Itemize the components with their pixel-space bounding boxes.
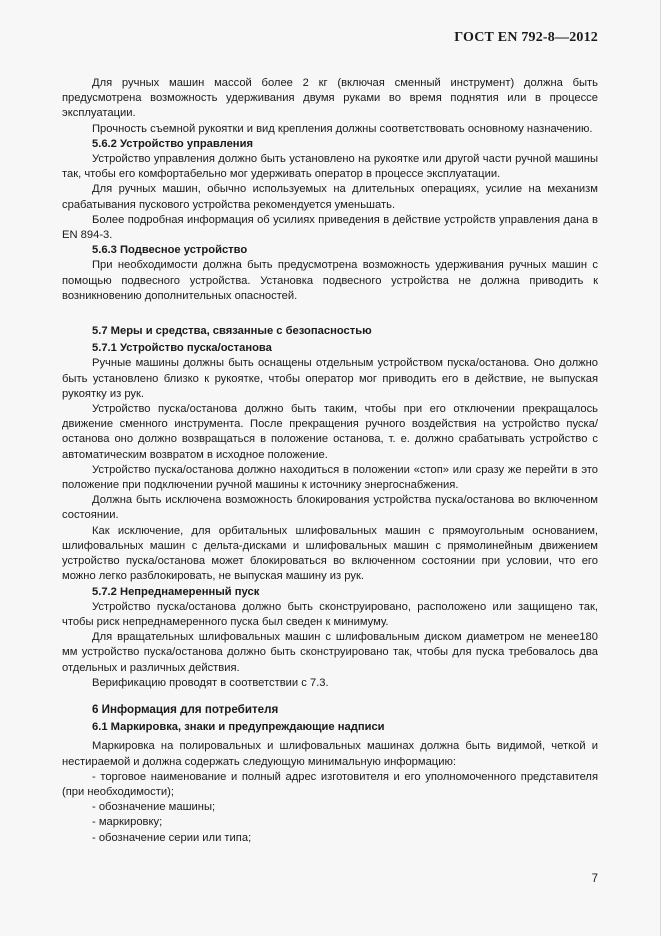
paragraph-two-hands: Для ручных машин массой более 2 кг (включая сменный инструмент) должна быть предусмотрена возможность удерживания двумя руками во время поднятия или в процессе эксплуатации. [62,77,598,120]
paragraph-suspension: При необходимости должна быть предусмотрена возможность удерживания ручных машин с помощью подвесного устройства. Установка подвесного устройства не должна приводить к возникновению дополнительных опасностей. [62,259,598,302]
standard-code-header: ГОСТ EN 792-8—2012 [454,30,598,45]
paragraph-start-stop-5: Как исключение, для орбитальных шлифовальных машин с прямоугольным основанием, шлифовальных машин с дельта-дисками и шлифовальных машин с прямолинейным движением устройство пуска/останова может блокироваться во включенном состоянии при условии, что его можно легко разблокировать, не выпуская машину из рук. [62,524,598,583]
heading-5-7: 5.7 Меры и средства, связанные с безопасностью [92,325,372,338]
heading-5-6-3: 5.6.3 Подвесное устройство [92,244,248,257]
list-item-designation: - обозначение машины; [92,801,216,814]
page-number: 7 [591,873,598,885]
heading-5-6-2: 5.6.2 Устройство управления [92,137,253,150]
paragraph-handle-strength: Прочность съемной рукоятки и вид крепления должны соответствовать основному назначению. [92,122,593,135]
paragraph-long-operations: Для ручных машин, обычно используемых на длительных операциях, усилие на механизм срабатывания пускового устройства рекомендуется уменьшать. [62,183,598,211]
paragraph-verification: Верификацию проводят в соответствии с 7.3. [92,676,329,689]
heading-6-1: 6.1 Маркировка, знаки и предупреждающие надписи [92,721,385,734]
list-item-trade-name: - торговое наименование и полный адрес изготовителя и его уполномоченного представителя (при необходимости); [62,770,598,798]
paragraph-start-stop-3: Устройство пуска/останова должно находиться в положении «стоп» или сразу же перейти в это положение при подключении ручной машины к источнику энергоснабжения. [62,463,598,492]
heading-5-7-2: 5.7.2 Непреднамеренный пуск [92,585,260,598]
paragraph-more-info: Более подробная информация об усилиях приведения в действие устройств управления дана в EN 894-3. [62,213,598,242]
heading-6: 6 Информация для потребителя [92,702,279,716]
paragraph-unintended-1: Устройство пуска/останова должно быть сконструировано, расположено или защищено так, чтобы риск непреднамеренного пуска был сведен к минимуму. [62,600,598,628]
list-item-marking: - маркировку; [92,816,163,829]
list-item-series: - обозначение серии или типа; [92,831,252,844]
document-body [62,76,598,846]
paragraph-unintended-2: Для вращательных шлифовальных машин с шлифовальным диском диаметром не менее180 мм устройство пуска/останова должно быть сконструировано так, чтобы для пуска требовалось два отдельных и различных действия. [62,631,598,674]
paragraph-start-stop-4: Должна быть исключена возможность блокирования устройства пуска/останова во включенном состоянии. [62,494,598,522]
heading-5-7-1: 5.7.1 Устройство пуска/останова [92,342,272,355]
paragraph-start-stop-1: Ручные машины должны быть оснащены отдельным устройством пуска/останова. Оно должно быть установлено близко к рукоятке, чтобы оператор мог приводить его в действие, не выпуская рукоятку из рук. [62,357,598,400]
paragraph-start-stop-2: Устройство пуска/останова должно быть таким, чтобы при его отключении прекращалось движение сменного инструмента. После прекращения ручного воздействия на устройство пуска/останова оно должно возвращаться в положение останова, т. е. должно срабатывать устройство с автоматическим возвратом в исходное положение. [62,403,598,461]
paragraph-control-device: Устройство управления должно быть установлено на рукоятке или другой части ручной машины так, чтобы его комфортабельно мог удерживать оператор в процессе эксплуатации. [62,153,598,181]
paragraph-marking: Маркировка на полировальных и шлифовальных машинах должна быть видимой, четкой и нестираемой и должна содержать следующую минимальную информацию: [62,740,598,768]
